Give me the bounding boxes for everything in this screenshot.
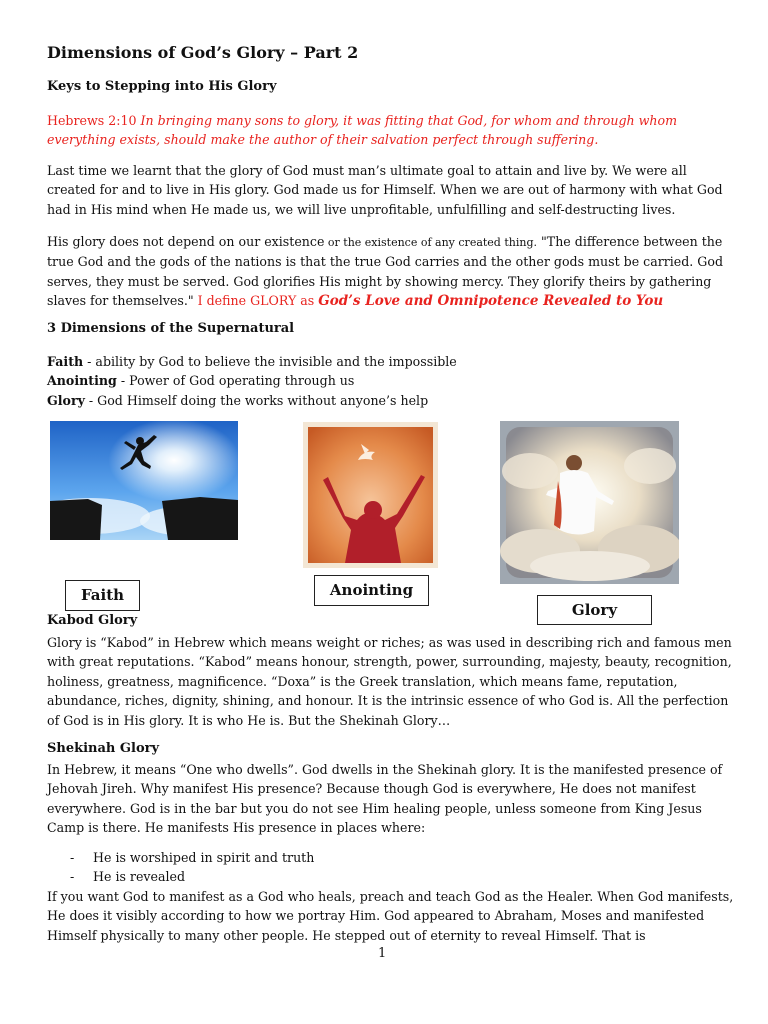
glory-definition: God’s Love and Omnipotence Revealed to You [318,293,664,310]
list-item: - He is worshiped in spirit and truth [70,848,670,867]
paragraph-glory-start: His glory does not depend on our existence [47,234,325,249]
list-item-text: He is revealed [93,869,186,885]
closing-paragraph: If you want God to manifest as a God who heals, preach and teach God as the Healer. When God manifests, He does it visibly according to how we portray Him. God appeared to Abraham, Moses and manifested Himself physically to many other people. He stepped out of eternity to reveal Himself. That is [47,889,734,943]
page-subtitle: Keys to Stepping into His Glory [47,79,277,94]
definition-faith [47,352,727,371]
glory-definition-lead: I define GLORY as [197,293,319,309]
section-heading-dimensions: 3 Dimensions of the Supernatural [47,321,295,336]
list-item-text: He is worshiped in spirit and truth [93,850,315,865]
shekinah-paragraph: In Hebrew, it means “One who dwells”. God dwells in the Shekinah glory. It is the manifested presence of Jehovah Jireh. Why manifest His presence? Because though God is everywhere, He does not manifest everywhere. God is in the bar but you do not see Him healing people, unless someone from King Jesus Camp is there. He manifests His presence in places where: [47,762,723,836]
definition-term: Glory [47,392,85,408]
paragraph-glory [47,232,727,312]
definition-text: - ability by God to believe the invisible and the impossible [83,354,457,369]
paragraph-glory-small: or the existence of any created thing. [324,236,537,249]
page-number: 1 [378,946,387,961]
faith-image [50,421,238,540]
definition-text: - God Himself doing the works without anyone’s help [84,392,429,408]
verse-text: In bringing many sons to glory, it was fitting that God, for whom and through whom everything exists, should make the author of their salvation perfect through suffering. [47,113,678,148]
definitions-list [47,352,727,410]
definition-anointing [47,371,727,390]
page-title: Dimensions of God’s Glory – Part 2 [47,43,359,62]
shekinah-bullet-list [70,848,670,887]
scripture-verse [47,111,737,150]
anointing-image [303,422,438,568]
shekinah-heading: Shekinah Glory [47,741,160,756]
kabod-paragraph: Glory is “Kabod” in Hebrew which means weight or riches; as was used in describing rich and famous men with great reputations. “Kabod” means honour, strength, power, surrounding, majesty, beauty, recognition, holiness, greatness, magnificence. “Doxa” is the Greek translation, which means fame, reputation, abundance, riches, dignity, shining, and honour. It is the intrinsic essence of who God is. All the perfection of God is in His glory. It is who He is. But the Shekinah Glory… [47,635,732,728]
list-item: - He is revealed [70,867,670,886]
anointing-label: Anointing [314,575,429,606]
definition-term: Anointing [47,373,117,389]
paragraph-intro: Last time we learnt that the glory of God must man’s ultimate goal to attain and live by. We were all created for and to live in His glory. God made us for Himself. When we are out of harmony with what God had in His mind when He made us, we will live unprofitable, unfulfilling and self-destructing lives. [47,163,723,217]
glory-label: Glory [537,595,652,625]
verse-reference: Hebrews 2:10 [47,113,137,128]
glory-image [500,421,679,584]
definition-term: Faith [47,354,84,369]
faith-label: Faith [65,580,140,611]
kabod-heading: Kabod Glory [47,613,138,628]
paragraph-glory-rest: "The difference between the true God and the gods of the nations is that the true God carries and the other gods must be carried. God serves, they must be served. God glorifies His might by showing mercy. They glorify theirs by gathering slaves for themselves." [47,234,724,309]
definition-glory [47,391,727,410]
definition-text: - Power of God operating through us [116,373,355,389]
